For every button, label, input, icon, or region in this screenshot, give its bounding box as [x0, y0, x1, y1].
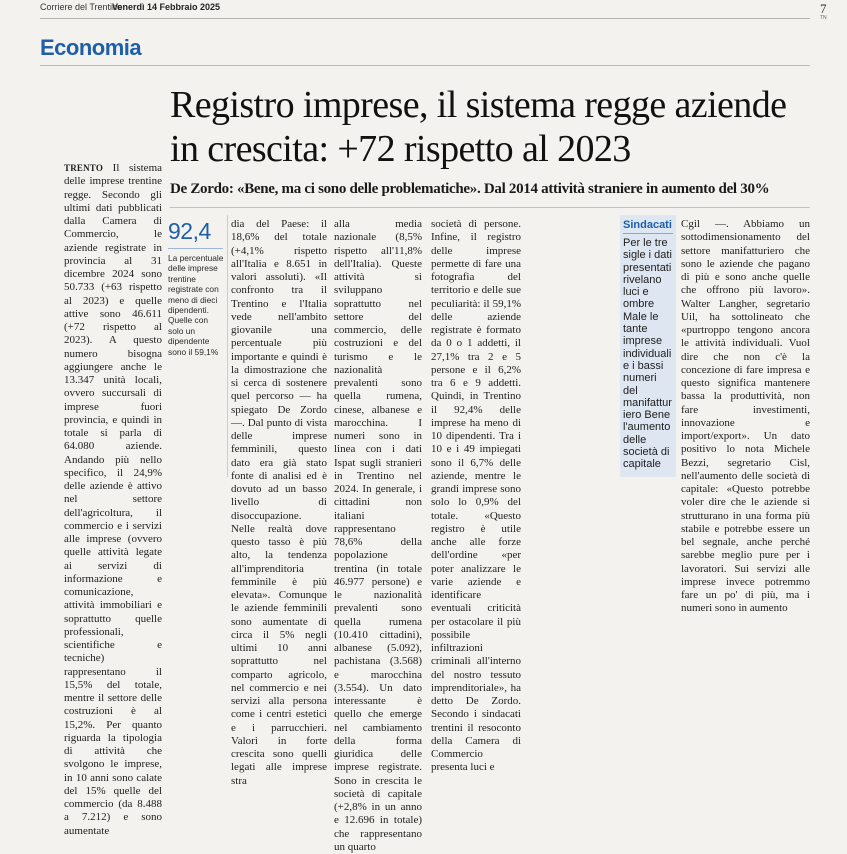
stat-box — [168, 218, 224, 357]
article-column-3 — [231, 218, 327, 788]
section-title: Economia — [40, 35, 142, 60]
stat-divider — [168, 248, 223, 249]
sidebar-box — [620, 215, 676, 477]
sidebar-text: Per le tre sigle i dati presentati rivelano luci e ombre Male le tante imprese individuali e i bassi numeri del manifatturiero Bene l'aumento delle società di capitale — [623, 237, 672, 471]
column-divider — [227, 215, 228, 477]
dateline: TRENTO — [64, 163, 104, 173]
article-column-8 — [681, 218, 810, 616]
masthead — [0, 0, 847, 21]
column-5-text: società di persone. Infine, il registro delle imprese permette di fare una fotografia del territorio e delle sue peculiarità: il 59,1% delle aziende registrate è formato da 0 o 1 addetti, il 27,1% tra 2 e 5 persone e il 6,2% tra 6 e 9 addetti. Quindi, in Trentino il 92,4% delle imprese ha meno di 10 dipendenti. Tra i 10 e i 49 impiegati sono il 6,7% delle aziende, mentre le grandi imprese sono solo lo 0,9% del totale. «Questo registro è utile anche alle forze dell'ordine «per poter analizzare le varie aziende e identificare eventuali criticità per ostacolare il più possibile infiltrazioni criminali all'interno del nostro tessuto imprenditoriale», ha detto De Zordo. Secondo i sindacati trentini il resoconto della Camera di Commercio presenta luci e — [431, 218, 521, 774]
sidebar-tag: Sindacati — [623, 219, 672, 231]
article-headline: Registro imprese, il sistema regge aziende in crescita: +72 rispetto al 2023 — [170, 84, 787, 170]
column-4-text: alla media nazionale (8,5% rispetto all'11,8% dell'Italia). Queste attività si sviluppano soprattutto nel settore del commercio, delle costruzioni e del turismo e le nazionalità prevalenti sono quella rumena, cinese, albanese e marocchina. I numeri sono in linea con i dati Ispat sugli stranieri in Trentino nel 2024. In generale, i cittadini non italiani rappresentano 78,6% della popolazione trentina (in totale 46.977 persone) e le nazionalità prevalenti sono quella rumena (10.410 cittadini), albanese (5.092), pachistana (3.568) e marocchina (3.554). Un dato interessante è quello che emerge nel cambiamento della forma giuridica delle imprese registrate. Sono in crescita le società di capitale (+2,8% in un anno e 12.696 in totale) che rappresentano un quarto — [334, 218, 422, 853]
article-column-4 — [334, 218, 422, 854]
stat-description: La percentuale delle imprese trentine registrate con meno di dieci dipendenti. Quelle con solo un dipendente sono il 59,1% — [168, 253, 224, 357]
column-1-text: Il sistema delle imprese trentine regge. Secondo gli ultimi dati pubblicati dalla Camera di Commercio, le aziende registrate in provincia al 31 dicembre 2024 sono 50.733 (+63 rispetto al 2023) e quelle attive sono 46.611 (+72 rispetto al 2023). A questo numero bisogna aggiungere anche le 13.347 unità locali, ovvero succursali di imprese fuori provincia, e quindi in totale si parla di 64.080 aziende. Andando più nello specifico, il 24,9% delle aziende è attivo nel settore dell'agricoltura, il commercio e i servizi alle imprese (ovvero quelle attività legate ai servizi di informazione e comunicazione, attività immobiliari e soprattutto quelle professionali, scientifiche e tecniche) rappresentano il 15,5% del totale, mentre il settore delle costruzioni è al 15,2%. Per quanto riguarda la tipologia di attività che svolgono le imprese, in 10 anni sono calate del 15% quelle del commercio (da 8.488 a 7.212) e sono aumentate — [64, 162, 163, 837]
publication-name: Corriere del Trentino — [40, 2, 123, 12]
sidebar-divider — [623, 233, 673, 234]
section-divider — [40, 65, 810, 66]
article-column-1 — [64, 162, 162, 838]
issue-date: Venerdì 14 Febbraio 2025 — [112, 2, 221, 12]
column-3-text: dia del Paese: il 18,6% del totale (+4,1% rispetto all'Italia e 8.651 in valori assoluti). «Il confronto tra il Trentino e l'Italia vede nell'ambito giovanile una percentuale più importante e quindi è la dimostrazione che si cerca di sostenere quel percorso — ha spiegato De Zordo —. Dal punto di vista delle imprese femminili, questo dato era già stato fonte di analisi ed è dovuto ad un basso livello di disoccupazione. Nelle realtà dove questo tasso è più alto, la tendenza all'imprenditoria femminile è più elevata». Comunque le aziende femminili sono aumentate di circa il 5% negli ultimi 10 anni soprattutto nel comparto agricolo, nel commercio e nei servizi alla persona come i centri estetici e i parrucchieri. Valori in forte crescita sono quelli legati alle imprese stra — [231, 218, 327, 787]
masthead-divider — [40, 18, 810, 19]
page-number: 7 — [820, 1, 827, 16]
page-code: TN — [820, 15, 827, 21]
article-subheadline: De Zordo: «Bene, ma ci sono delle problematiche». Dal 2014 attività straniere in aumento del 30% — [170, 181, 770, 197]
article-column-5 — [431, 218, 521, 775]
column-8-text: Cgil —. Abbiamo un sottodimensionamento del settore manifatturiero che sono le aziende che pagano di più e sono anche quelle che offrono più lavoro». Walter Langher, segretario Uil, ha sottolineato che «purtroppo tengono ancora le attività individuali. Vuol dire che non c'è la concezione di fare impresa e questo significa mantenere bassa la produttività, non fare investimenti, innovazione e import/export». Un dato positivo lo nota Michele Bezzi, segretario Cisl, nell'aumento delle società di capitale: «Questo potrebbe voler dire che le aziende si strutturano in una forma più stabile e potrebbe essere un bel segnale, anche perché sarebbe meglio pure per i lavoratori. Sui servizi alle imprese invece potremmo fare un po' di più, ma i numeri sono in aumento — [681, 218, 810, 615]
stat-number: 92,4 — [168, 218, 211, 244]
headline-divider — [170, 207, 810, 208]
